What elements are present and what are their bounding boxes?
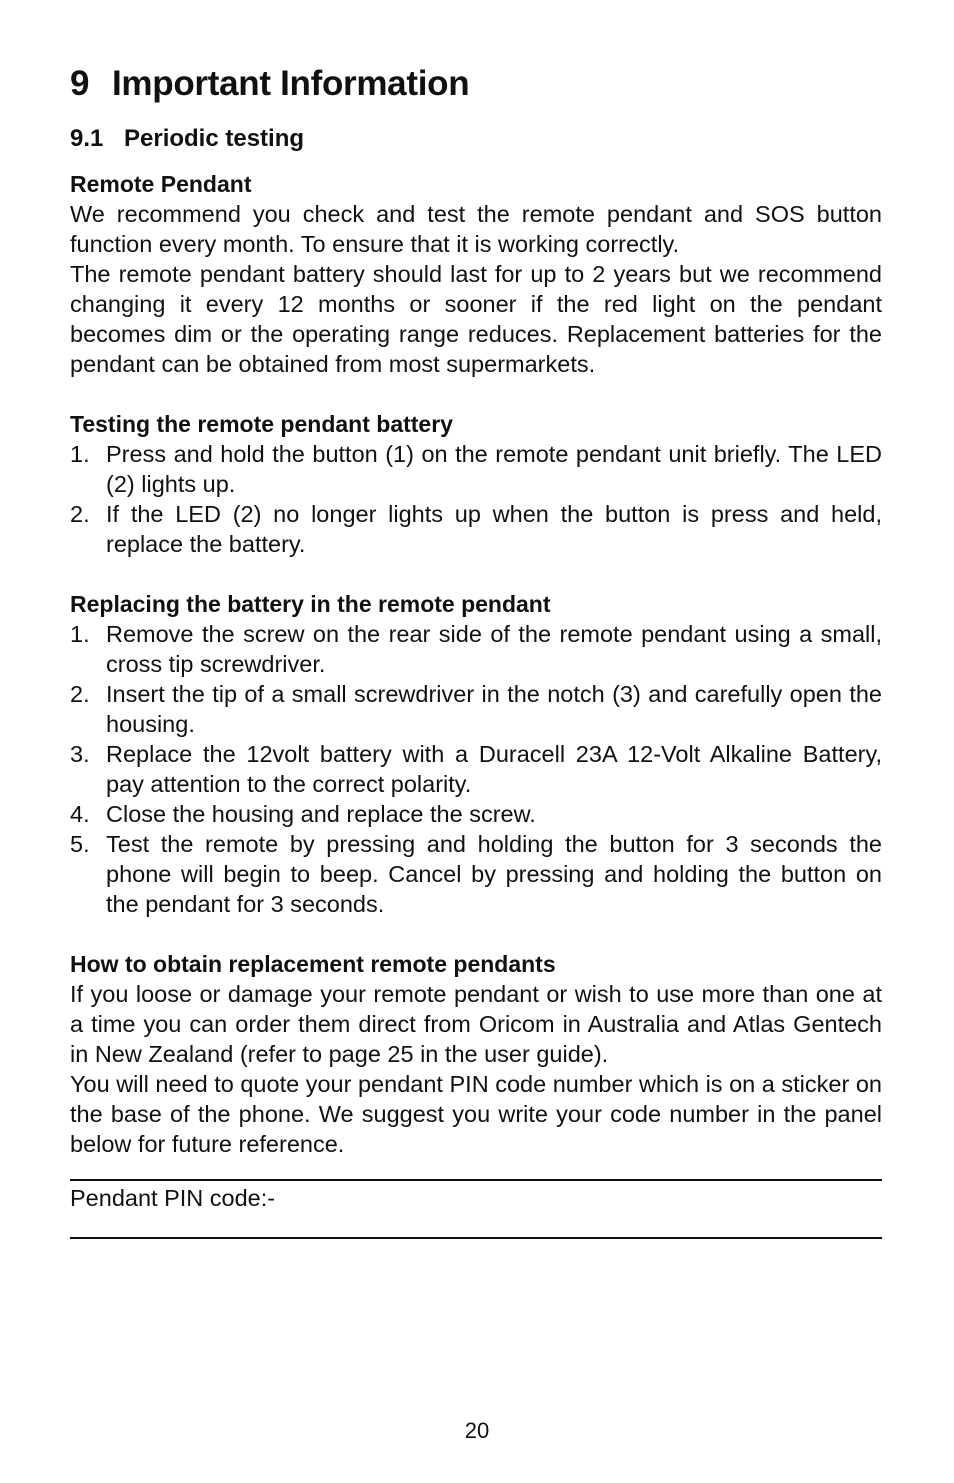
remote-pendant-heading: Remote Pendant <box>70 171 252 197</box>
testing-battery-steps <box>70 439 882 559</box>
remote-pendant-paragraph-2: The remote pendant battery should last for up to 2 years but we recommend changing it every 12 months or sooner if the red light on the pendant becomes dim or the operating range reduces. Replacement batteries for the pendant can be obtained from most supermarkets. <box>70 261 882 377</box>
step-text: Insert the tip of a small screwdriver in the notch (3) and carefully open the housing. <box>106 681 882 737</box>
list-item <box>70 619 882 679</box>
testing-battery-heading: Testing the remote pendant battery <box>70 411 453 437</box>
replacing-battery-steps <box>70 619 882 919</box>
step-text: Press and hold the button (1) on the remote pendant unit briefly. The LED (2) lights up. <box>106 441 882 497</box>
list-item <box>70 499 882 559</box>
section-title: Periodic testing <box>124 125 305 152</box>
list-item <box>70 679 882 739</box>
step-number: 2. <box>70 501 90 527</box>
step-text: Close the housing and replace the screw. <box>106 801 536 827</box>
list-item <box>70 439 882 499</box>
replacing-battery-section <box>70 589 882 919</box>
replacing-battery-heading: Replacing the battery in the remote pendant <box>70 591 551 617</box>
document-page <box>70 62 882 1239</box>
section-heading <box>70 124 882 154</box>
step-number: 1. <box>70 441 90 467</box>
replacement-pendants-paragraph-1: If you loose or damage your remote pendant or wish to use more than one at a time you can order them direct from Oricom in Australia and Atlas Gentech in New Zealand (refer to page 25 in the user guide). <box>70 981 882 1067</box>
step-number: 2. <box>70 681 90 707</box>
pin-code-panel <box>70 1179 882 1239</box>
step-text: Test the remote by pressing and holding the button for 3 seconds the phone will begin to beep. Cancel by pressing and holding the button on the pendant for 3 seconds. <box>106 831 882 917</box>
chapter-heading <box>70 62 882 106</box>
replacement-pendants-heading: How to obtain replacement remote pendants <box>70 951 556 977</box>
list-item <box>70 739 882 799</box>
replacement-pendants-section <box>70 949 882 1159</box>
pin-code-label: Pendant PIN code:- <box>70 1185 276 1211</box>
step-number: 3. <box>70 741 90 767</box>
chapter-title: Important Information <box>112 64 470 103</box>
step-text: Remove the screw on the rear side of the remote pendant using a small, cross tip screwdriver. <box>106 621 882 677</box>
chapter-number: 9 <box>70 64 90 103</box>
remote-pendant-section <box>70 169 882 379</box>
step-number: 5. <box>70 831 90 857</box>
remote-pendant-paragraph-1: We recommend you check and test the remote pendant and SOS button function every month. To ensure that it is working correctly. <box>70 201 882 257</box>
page-number: 20 <box>464 1418 490 1443</box>
step-text: If the LED (2) no longer lights up when the button is press and held, replace the battery. <box>106 501 882 557</box>
section-number: 9.1 <box>70 125 104 152</box>
testing-battery-section <box>70 409 882 559</box>
step-text: Replace the 12volt battery with a Duracell 23A 12-Volt Alkaline Battery, pay attention to the correct polarity. <box>106 741 882 797</box>
step-number: 1. <box>70 621 90 647</box>
step-number: 4. <box>70 801 90 827</box>
list-item <box>70 829 882 919</box>
list-item <box>70 799 882 829</box>
replacement-pendants-paragraph-2: You will need to quote your pendant PIN code number which is on a sticker on the base of the phone. We suggest you write your code number in the panel below for future reference. <box>70 1071 882 1157</box>
